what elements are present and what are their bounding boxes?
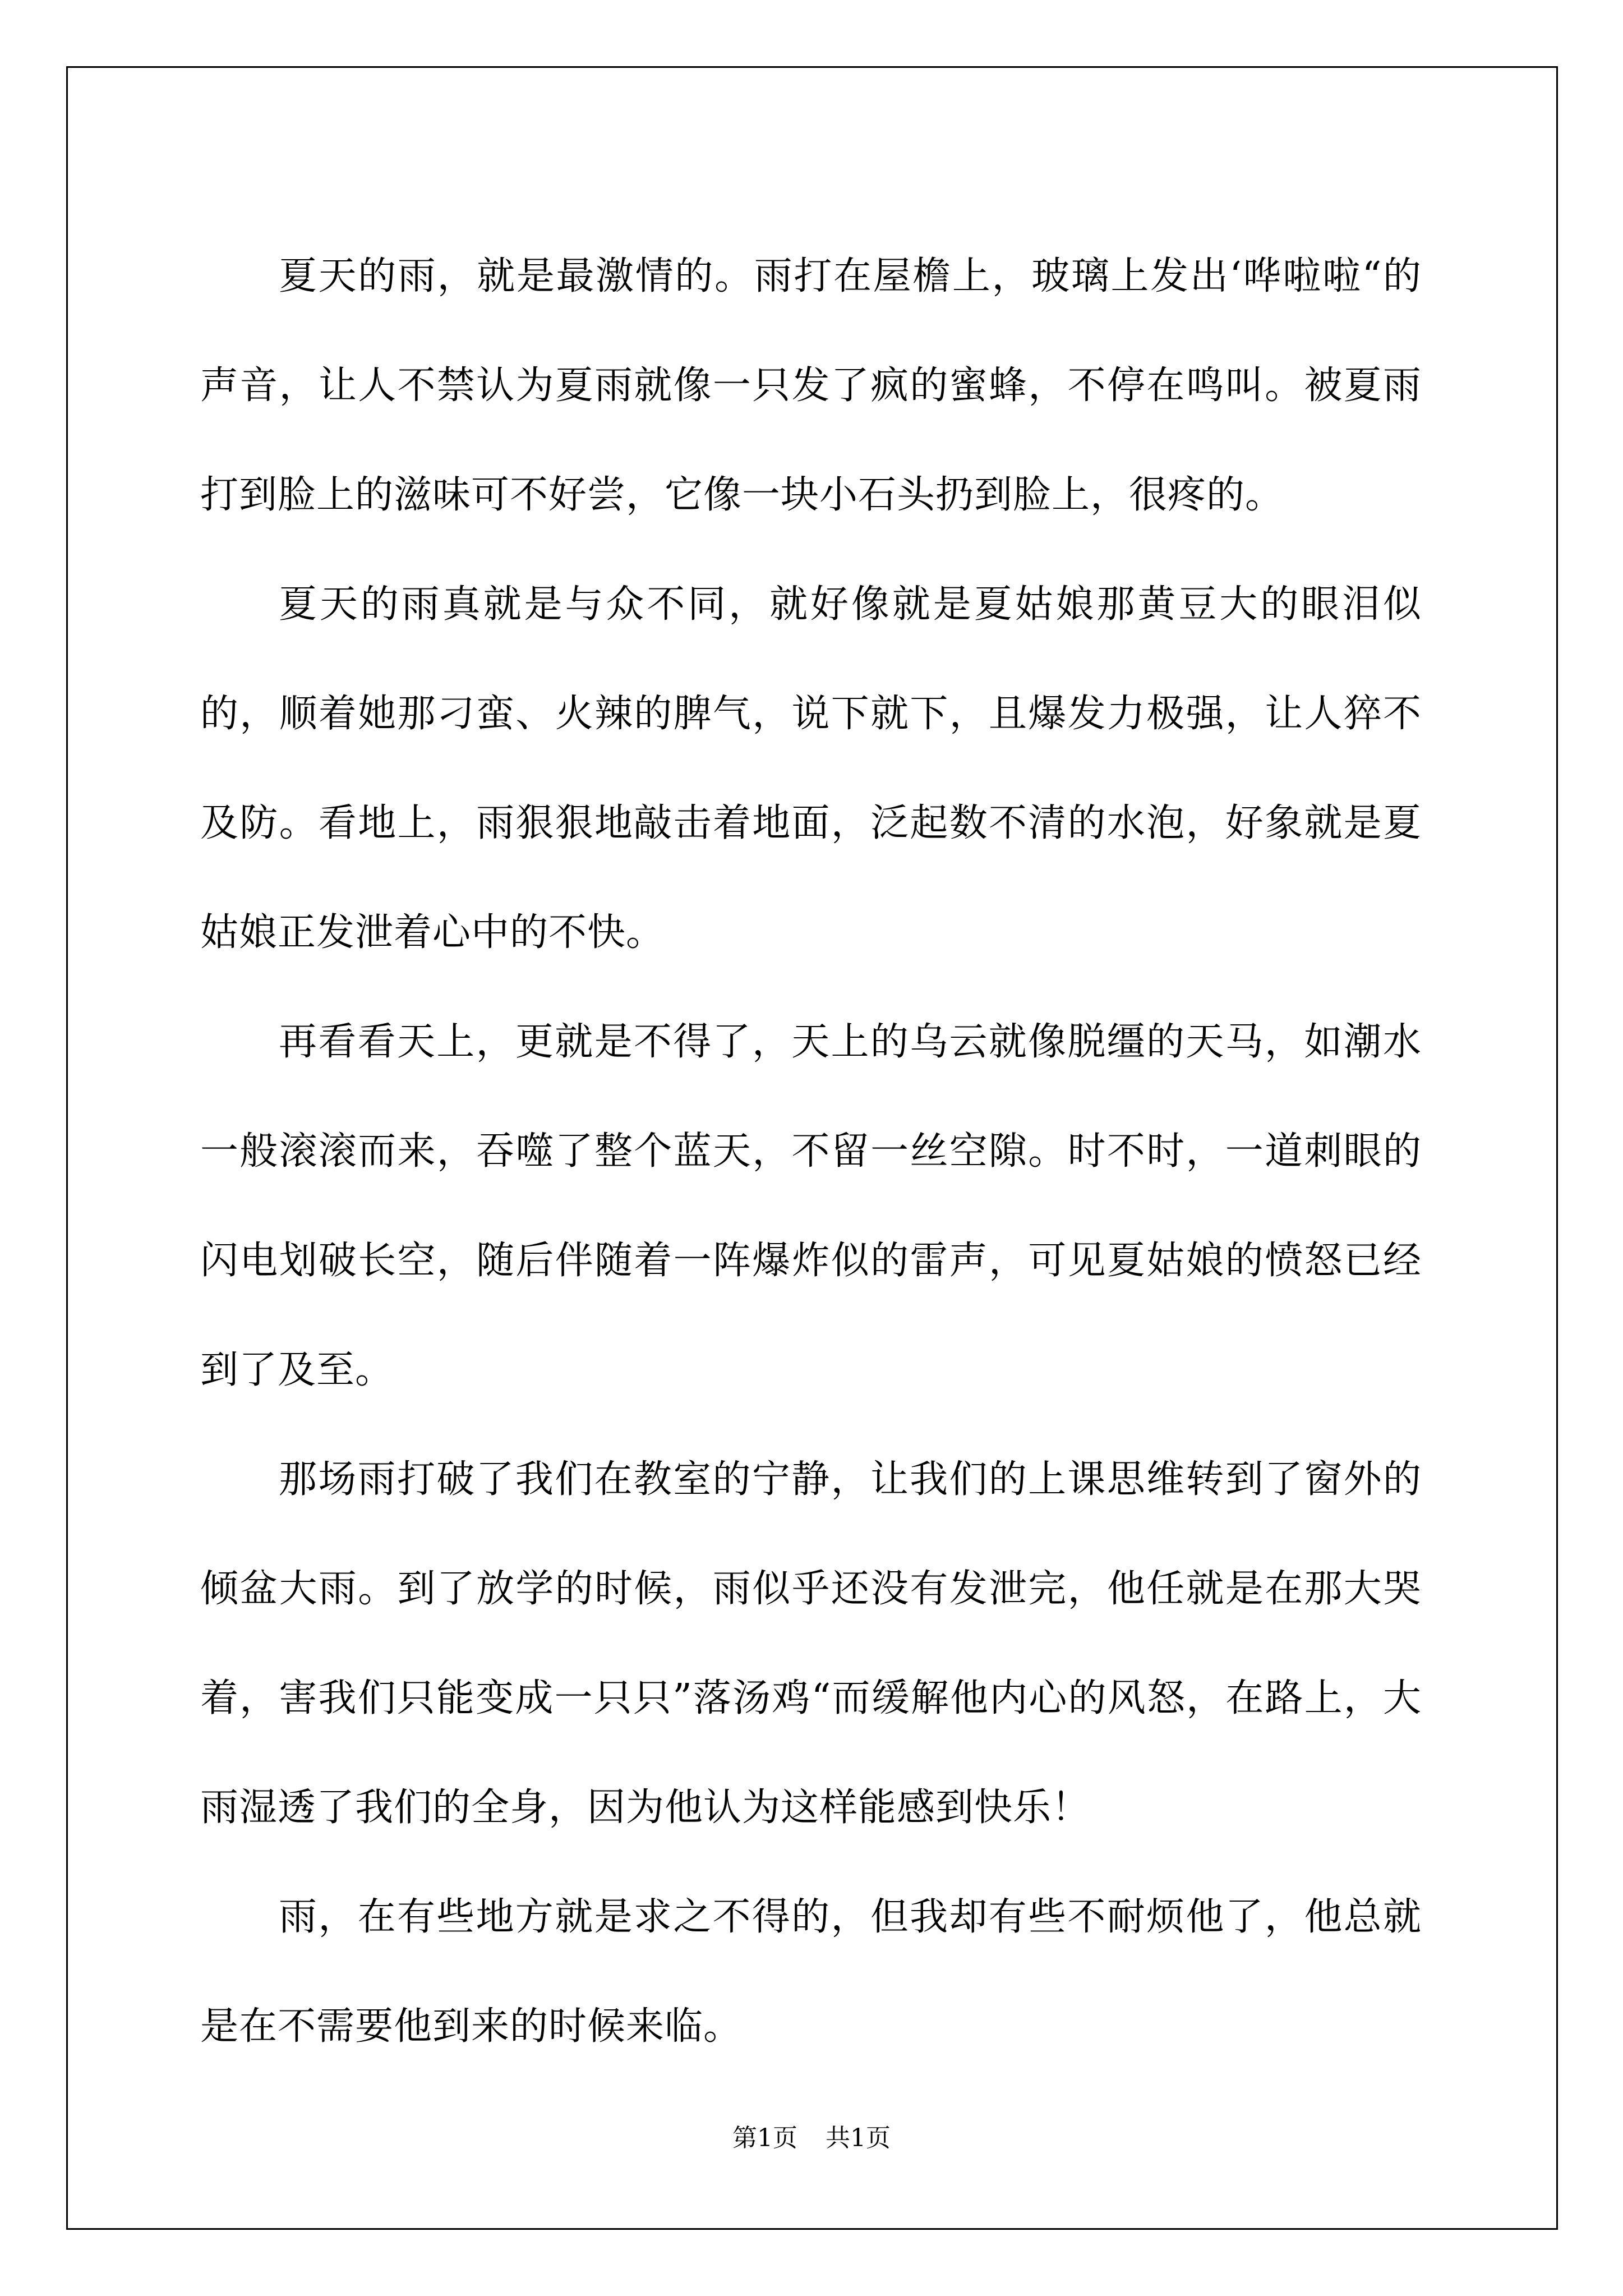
paragraph-2: 夏天的雨真就是与众不同，就好像就是夏姑娘那黄豆大的眼泪似的，顺着她那刁蛮、火辣的脾气，说下就下，且爆发力极强，让人猝不及防。看地上，雨狠狠地敲击着地面，泛起数不清的水泡，好象就是夏姑娘正发泄着心中的不快。 (200, 582, 1422, 955)
page-number: 第1页 (732, 2124, 797, 2152)
document-body (200, 222, 1422, 2081)
paragraph-1: 夏天的雨，就是最激情的。雨打在屋檐上，玻璃上发出‘哗啦啦“的声音，让人不禁认为夏雨就像一只发了疯的蜜蜂，不停在鸣叫。被夏雨打到脸上的滋味可不好尝，它像一块小石头扔到脸上，很疼的。 (200, 254, 1422, 517)
page-total: 共1页 (826, 2124, 891, 2152)
paragraph-4: 那场雨打破了我们在教室的宁静，让我们的上课思维转到了窗外的倾盆大雨。到了放学的时候，雨似乎还没有发泄完，他任就是在那大哭着，害我们只能变成一只只”落汤鸡“而缓解他内心的风怒，在路上，大雨湿透了我们的全身，因为他认为这样能感到快乐！ (200, 1457, 1422, 1830)
paragraph-5: 雨，在有些地方就是求之不得的，但我却有些不耐烦他了，他总就是在不需要他到来的时候来临。 (200, 1895, 1422, 2049)
paragraph-3: 再看看天上，更就是不得了，天上的乌云就像脱缰的天马，如潮水一般滚滚而来，吞噬了整个蓝天，不留一丝空隙。时不时，一道刺眼的闪电划破长空，随后伴随着一阵爆炸似的雷声，可见夏姑娘的愤怒已经到了及至。 (200, 1020, 1422, 1392)
page-footer (0, 2118, 1623, 2154)
